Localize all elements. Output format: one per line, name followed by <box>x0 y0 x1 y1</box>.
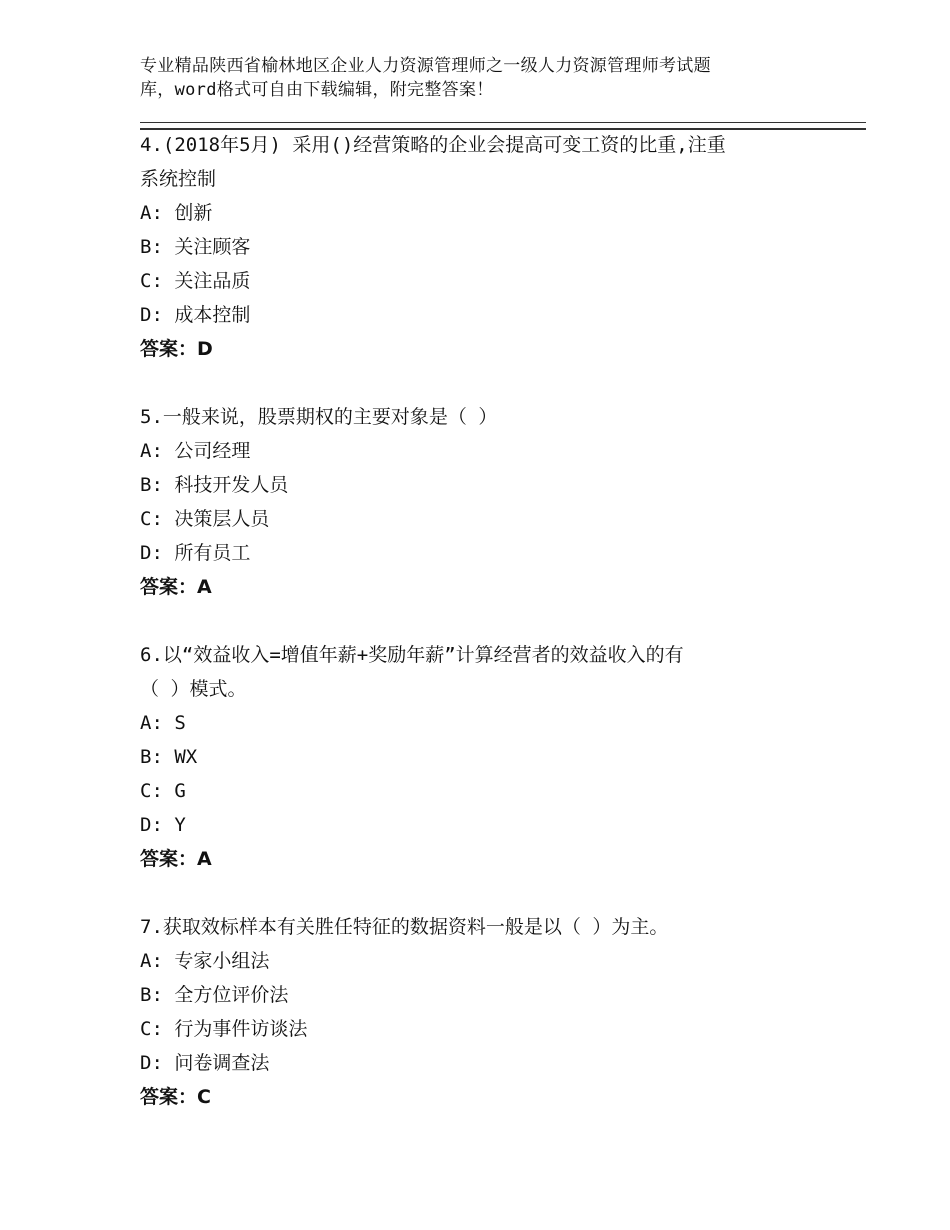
option-b: B: WX <box>140 746 198 768</box>
option-d: D: Y <box>140 814 186 836</box>
option-c: C: 决策层人员 <box>140 508 270 530</box>
question-5 <box>140 400 840 604</box>
option-d: D: 问卷调查法 <box>140 1052 270 1074</box>
question-text: 7.获取效标样本有关胜任特征的数据资料一般是以（ ）为主。 <box>140 916 669 938</box>
question-4 <box>140 128 840 366</box>
option-d: D: 成本控制 <box>140 304 251 326</box>
answer: 答案：A <box>140 848 212 870</box>
question-text: 4.(2018年5月) 采用()经营策略的企业会提高可变工资的比重,注重 <box>140 134 726 156</box>
option-d: D: 所有员工 <box>140 542 251 564</box>
option-c: C: G <box>140 780 186 802</box>
answer: 答案：C <box>140 1086 211 1108</box>
question-6 <box>140 638 840 876</box>
question-7 <box>140 910 840 1114</box>
option-c: C: 关注品质 <box>140 270 251 292</box>
answer: 答案：D <box>140 338 213 360</box>
header-line-2: 库，word格式可自由下载编辑，附完整答案！ <box>140 80 494 100</box>
option-a: A: 专家小组法 <box>140 950 270 972</box>
header-line-1: 专业精品陕西省榆林地区企业人力资源管理师之一级人力资源管理师考试题 <box>140 56 711 76</box>
question-text-continued: 系统控制 <box>140 168 217 190</box>
answer: 答案：A <box>140 576 212 598</box>
question-text: 5.一般来说，股票期权的主要对象是（ ） <box>140 406 498 428</box>
option-a: A: S <box>140 712 186 734</box>
option-a: A: 公司经理 <box>140 440 251 462</box>
option-b: B: 关注顾客 <box>140 236 251 258</box>
option-b: B: 全方位评价法 <box>140 984 289 1006</box>
question-text: 6.以“效益收入=增值年薪+奖励年薪”计算经营者的效益收入的有 <box>140 644 684 666</box>
question-text-continued: （ ）模式。 <box>140 678 247 700</box>
option-b: B: 科技开发人员 <box>140 474 289 496</box>
document-header <box>140 54 820 102</box>
question-list <box>140 128 840 1114</box>
option-c: C: 行为事件访谈法 <box>140 1018 308 1040</box>
option-a: A: 创新 <box>140 202 213 224</box>
